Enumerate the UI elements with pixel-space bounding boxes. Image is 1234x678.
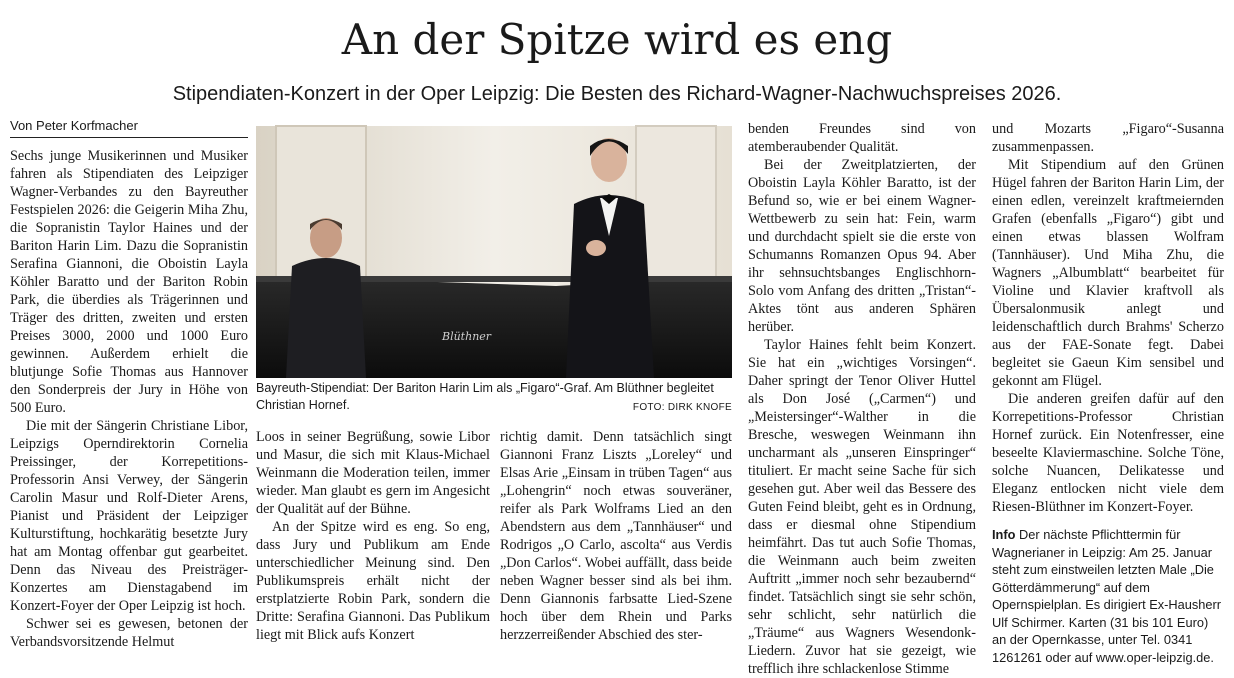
photo-illustration <box>256 126 732 378</box>
paragraph: Loos in seiner Begrüßung, sowie Libor und Masur, die sich mit Klaus-Michael Weinmann die Moderation teilen, immer wieder. Man glaubt es gern im Angesicht der Qualität auf der Bühne. <box>256 429 490 517</box>
article-column-4 <box>748 120 976 677</box>
paragraph: Taylor Haines fehlt beim Konzert. Sie hat ein „wichtiges Vorsingen“. Daher springt der Tenor Oliver Huttel als Don José („Carmen“) und „Meistersinger“-Walther in die Bresche, weswegen Weinmann ihn uncharmant als „unseren Einspringer“ tituliert. Er macht seine Sache für sich gesehen gut. Aber weil das Bessere des Guten Feind bleibt, geht es in Ordnung, dass er diesmal ohne Stipendium heimfährt. Das tut auch Sofie Thomas, die Weinmann auch beim zweiten Auftritt „immer noch sehr bezaubernd“ findet. Tatsächlich singt sie sehr schön, sehr schlicht, sehr natürlich die „Träume“ aus Wagners Wesendonk-Liedern. Zuvor hat sie gezeigt, wie trefflich ihre schlackenlose Stimme <box>748 337 976 677</box>
paragraph: Mit Stipendium auf den Grünen Hügel fahren der Bariton Harin Lim, der einen edlen, vereinzelt kraftmeiernden Grafen (ebenfalls „Figaro“) gibt und einen etwas blassen Wolfram (Tannhäuser). Und Miha Zhu, die Wagners „Albumblatt“ bearbeitet für Violine und Klavier kraftvoll als Übersalonmusik anlegt und leidenschaftlich durch Brahms' Scherzo aus der FAE-Sonate fegt. Dabei begleitet sie Gaeun Kim sensibel und gekonnt am Flügel. <box>992 157 1224 389</box>
paragraph: Schwer sei es gewesen, betonen der Verbandsvorsitzende Helmut <box>10 616 248 650</box>
subheadline: Stipendiaten-Konzert in der Oper Leipzig: Die Besten des Richard-Wagner-Nachwuchspreises 2026. <box>172 83 1062 105</box>
info-text: Der nächste Pflichttermin für Wagnerianer in Leipzig: Am 25. Januar steht zum einstweilen letzten Male „Die Götterdämmerung“ auf dem Opernspielplan. Es dirigiert Ex-Hausherr Ulf Schirmer. Karten (31 bis 101 Euro) an der Opernkasse, unter Tel. 0341 1261261 oder auf www.oper-leipzig.de. <box>992 527 1222 665</box>
article-column-3 <box>500 428 732 666</box>
paragraph: Bei der Zweitplatzierten, der Oboistin Layla Köhler Baratto, ist der Befund so, wie er bei einem Wagner-Wettbewerb zu sein hat: Fein, warm und durchdacht spielt sie die erste von Schumanns Romanzen Opus 94. Aber ihr sehnsuchtsbanges Englischhorn-Solo vom Anfang des dritten „Tristan“-Aktes tönt aus anderen Sphären herüber. <box>748 157 976 335</box>
info-box <box>992 526 1224 666</box>
paragraph: benden Freundes sind von atemberaubender Qualität. <box>748 121 976 155</box>
paragraph: Die mit der Sängerin Christiane Libor, Leipzigs Operndirektorin Cornelia Preissinger, der Korrepetitions-Professorin Ansi Verwey, der Sängerin Carolin Masur und Rolf-Dieter Arens, Pianist und Präsident der Leipziger Kulturstiftung, hochkarätig besetzte Jury hat am Montag offenbar gut gearbeitet. Denn das Niveau des Preisträger-Konzertes am Dienstagabend im Konzert-Foyer der Oper Leipzig ist hoch. <box>10 418 248 614</box>
info-label: Info <box>992 527 1016 542</box>
photo-caption: Bayreuth-Stipendiat: Der Bariton Harin Lim als „Figaro“-Graf. Am Blüthner begleitet Christian Hornef. <box>256 381 714 412</box>
paragraph: richtig damit. Denn tatsächlich singt Giannoni Franz Liszts „Loreley“ und Elsas Arie „Einsam in trüben Tagen“ aus „Lohengrin“ noch etwas souveräner, reifer als Park Wolframs Lied an den Abendstern aus dem „Tannhäuser“ und Rodrigos „O Carlo, ascolta“ aus Verdis „Don Carlos“. Wobei auffällt, dass beide neben Wagner besser sind als bei ihm. Denn Giannonis farbsatte Lied-Szene hoch über dem Rhein und Parks herzzerreißender Abschied des ster- <box>500 429 732 643</box>
article-column-2 <box>256 428 490 666</box>
paragraph: und Mozarts „Figaro“-Susanna zusammenpassen. <box>992 121 1224 155</box>
byline: Von Peter Korfmacher <box>10 118 248 138</box>
photo-credit: FOTO: DIRK KNOFE <box>632 402 732 413</box>
article-photo <box>256 126 732 378</box>
paragraph: Die anderen greifen dafür auf den Korrepetitions-Professor Christian Hornef zurück. Ein Notenfresser, eine beseelte Klaviermaschine. Solche Töne, solche Nuancen, Delikatesse und Eleganz entlocken nicht viele dem Riesen-Blüthner im Konzert-Foyer. <box>992 391 1224 515</box>
paragraph: An der Spitze wird es eng. So eng, dass Jury und Publikum am Ende unterschiedlicher Meinung sind. Den Publikumspreis erhält nicht der erstplatzierte Robin Park, sondern die Dritte: Serafina Giannoni. Das Publikum liegt mit Blick aufs Konzert <box>256 519 490 643</box>
headline: An der Spitze wird es eng <box>341 15 893 64</box>
piano-brand: Blüthner <box>442 330 492 343</box>
paragraph: Sechs junge Musikerinnen und Musiker fahren als Stipendiaten des Leipziger Wagner-Verbandes zu den Bayreuther Festspielen 2026: die Geigerin Miha Zhu, die Sopranistin Taylor Haines und der Bariton Harin Lim. Dazu die Sopranistin Serafina Giannoni, die Oboistin Layla Köhler Baratto und der Bariton Robin Park, die überdies als Trägerinnen und Träger des dritten, zweiten und ersten Preises 3000, 2000 und 1000 Euro gewinnen. Außerdem erhielt die blutjunge Sofie Thomas aus Hannover den Sonderpreis der Jury in Höhe von 500 Euro. <box>10 148 248 416</box>
article-column-1 <box>10 118 248 666</box>
article-column-5 <box>992 120 1224 668</box>
